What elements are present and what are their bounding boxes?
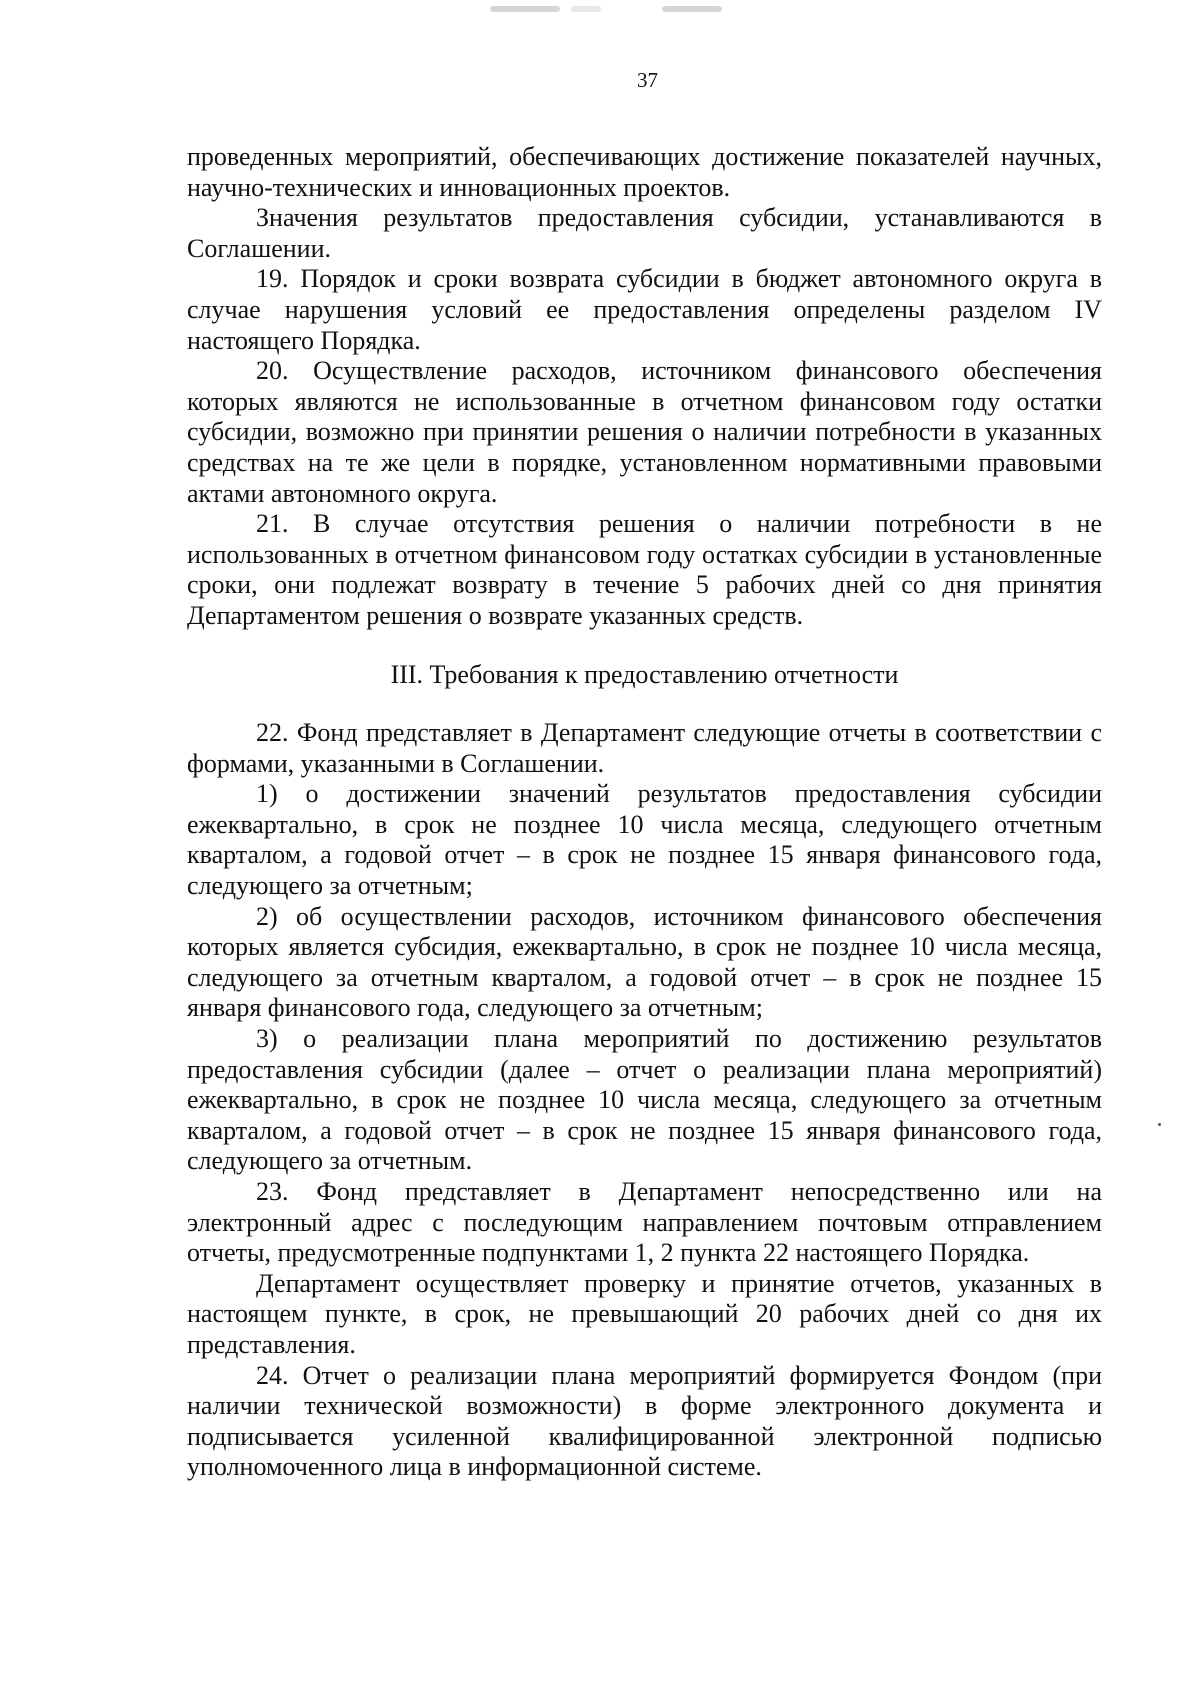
paragraph-item-20: 20. Осуществление расходов, источником финансового обеспечения которых являются не использованные в отчетном финансовом году остатки субсидии, возможно при принятии решения о наличии потребности в указанных средствах на те же цели в порядке, установленном нормативными правовыми актами автономного округа. <box>187 356 1102 508</box>
subitem-3: 3) о реализации плана мероприятий по достижению результатов предоставления субсидии (далее – отчет о реализации плана мероприятий) ежеквартально, в срок не позднее 10 числа месяца, следующего за отчетным кварталом, а годовой отчет – в срок не позднее 15 января финансового года, следующего за отчетным. <box>187 1024 1102 1176</box>
page-number: 37 <box>637 68 658 92</box>
paragraph: Значения результатов предоставления субсидии, устанавливаются в Соглашении. <box>187 203 1102 263</box>
subitem-2: 2) об осуществлении расходов, источником финансового обеспечения которых является субсидия, ежеквартально, в срок не позднее 10 числа месяца, следующего за отчетным кварталом, а годовой отчет – в срок не позднее 15 января финансового года, следующего за отчетным; <box>187 901 1102 1023</box>
paragraph-item-19: 19. Порядок и сроки возврата субсидии в бюджет автономного округа в случае нарушения условий ее предоставления определены разделом IV настоящего Порядка. <box>187 264 1102 355</box>
section-heading: III. Требования к предоставлению отчетности <box>390 659 899 689</box>
paragraph-item-21: 21. В случае отсутствия решения о наличии потребности в не использованных в отчетном финансовом году остатках субсидии в установленные сроки, они подлежат возврату в течение 5 рабочих дней со дня принятия Департаментом решения о возврате указанных средств. <box>187 509 1102 630</box>
scan-speck <box>1158 1123 1161 1126</box>
document-body <box>187 142 1102 1483</box>
subitem-1: 1) о достижении значений результатов предоставления субсидии ежеквартально, в срок не позднее 10 числа месяца, следующего отчетным кварталом, а годовой отчет – в срок не позднее 15 января финансового года, следующего за отчетным; <box>187 779 1102 901</box>
paragraph-item-23: 23. Фонд представляет в Департамент непосредственно или на электронный адрес с последующим направлением почтовым отправлением отчеты, предусмотренные подпунктами 1, 2 пункта 22 настоящего Порядка. <box>187 1177 1102 1268</box>
paragraph: Департамент осуществляет проверку и принятие отчетов, указанных в настоящем пункте, в срок, не превышающий 20 рабочих дней со дня их представления. <box>187 1268 1102 1359</box>
paragraph-item-22: 22. Фонд представляет в Департамент следующие отчеты в соответствии с формами, указанными в Соглашении. <box>187 718 1102 778</box>
paragraph: проведенных мероприятий, обеспечивающих достижение показателей научных, научно-технических и инновационных проектов. <box>187 142 1102 202</box>
scan-artifact <box>490 2 740 28</box>
paragraph-item-24: 24. Отчет о реализации плана мероприятий формируется Фондом (при наличии технической возможности) в форме электронного документа и подписывается усиленной квалифицированной электронной подписью уполномоченного лица в информационной системе. <box>187 1360 1102 1482</box>
